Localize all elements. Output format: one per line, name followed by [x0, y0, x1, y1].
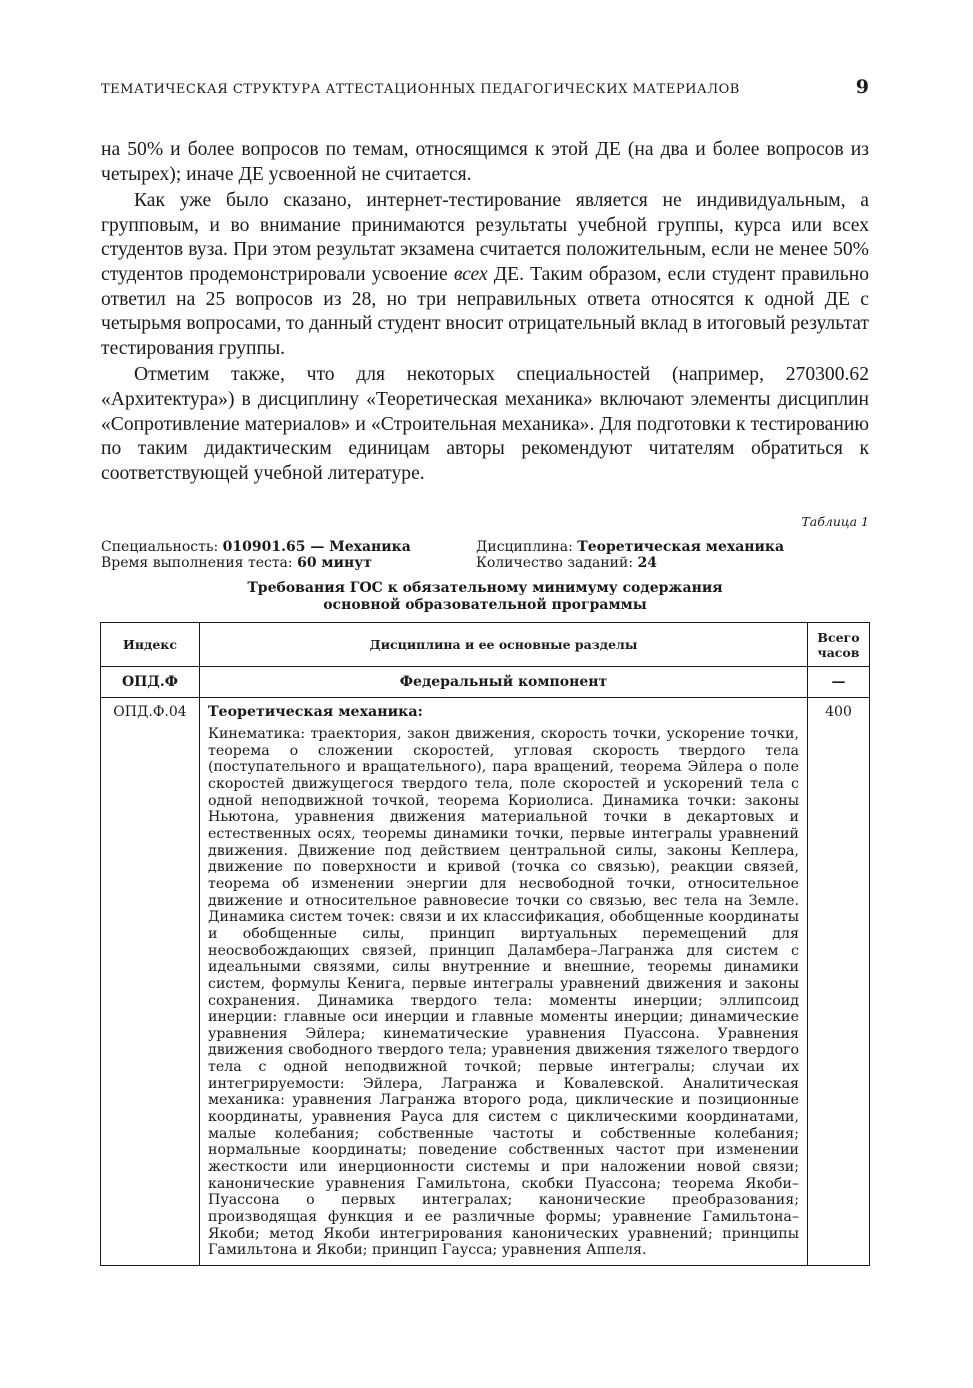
meta-right — [476, 540, 784, 571]
paragraph-1: на 50% и более вопросов по темам, относящимся к этой ДЕ (на два и более вопросов из четырех); иначе ДЕ усвоенной не считается. — [101, 139, 869, 185]
content-heading: Теоретическая механика: — [208, 704, 423, 720]
header-discipline: Дисциплина и ее основные разделы — [200, 623, 808, 667]
table-title — [101, 580, 869, 613]
meta-left — [101, 540, 411, 571]
running-head — [101, 76, 869, 100]
specialty-line — [101, 540, 411, 556]
table-caption: Таблица 1 — [801, 514, 869, 529]
federal-title: Федеральный компонент — [200, 667, 808, 698]
time-line — [101, 556, 411, 572]
header-hours-line-2: часов — [817, 644, 860, 660]
table-title-line-2: основной образовательной программы — [323, 596, 647, 613]
paragraph-3: Отметим также, что для некоторых специальностей (например, 270300.62 «Архитектура») в дисциплину «Теоретическая механика» включают элементы дисциплин «Сопротивление материалов» и «Строительная механика». Для подготовки к тестированию по таким дидактическим единицам авторы рекомендуют читателям обратиться к соответствующей учебной литературе. — [101, 364, 869, 484]
body-text — [101, 138, 869, 488]
requirements-table — [100, 622, 870, 1266]
specialty-value: 010901.65 — Механика — [222, 539, 411, 555]
paragraph-2 — [101, 189, 869, 361]
header-index: Индекс — [101, 623, 200, 667]
federal-index: ОПД.Ф — [101, 667, 200, 698]
header-hours — [808, 623, 870, 667]
tasks-label: Количество заданий: — [476, 554, 638, 571]
running-title: ТЕМАТИЧЕСКАЯ СТРУКТУРА АТТЕСТАЦИОННЫХ ПЕДАГОГИЧЕСКИХ МАТЕРИАЛОВ — [101, 82, 740, 97]
table-header-row — [101, 623, 870, 667]
paragraph-2-start: Как уже было сказано, интернет-тестирование является не индивидуальным, а групповым, и во внимание принимаются результаты учебной группы, курса или всех студентов вуза. При этом результат экзамена считается положительным, если не менее 50% студентов продемонстрировали усвоение — [101, 190, 869, 285]
tasks-value: 24 — [637, 554, 657, 571]
discipline-line — [476, 540, 784, 556]
paragraph-2-emphasis: всех — [453, 263, 488, 285]
table-title-line-1: Требования ГОС к обязательному минимуму содержания — [247, 580, 723, 596]
tasks-line — [476, 556, 784, 572]
content-text: Кинематика: траектория, закон движения, скорость точки, ускорение точки, теорема о сложении скоростей, угловая скорость твердого тела (поступательного и вращательного), пара вращений, теорема Эйлера о поле скоростей движущегося твердого тела, поле скоростей и ускорений тела с одной неподвижной точкой, теорема Кориолиса. Динамика точки: законы Ньютона, уравнения движения материальной точки в декартовых и естественных осях, теоремы динамики точки, первые интегралы уравнений движения. Движение под действием центральной силы, законы Кеплера, движение по поверхности и кривой (точка со связью), реакции связей, теорема об изменении энергии для несвободной точки, относительное движение и относительное равновесие точки со связью, вес тела на Земле. Динамика систем точек: связи и их классификация, обобщенные координаты и обобщенные силы, принцип виртуальных перемещений для неосвобождающих связей, принцип Даламбера–Лагранжа для систем с идеальными связями, силы внутренние и внешние, теоремы динамики систем, формулы Кенига, первые интегралы уравнений движения и законы сохранения. Динамика твердого тела: моменты инерции; эллипсоид инерции: главные оси инерции и главные моменты инерции; динамические уравнения Эйлера; кинематические уравнения Пуассона. Уравнения движения свободного твердого тела; уравнения движения тяжелого твердого тела с одной неподвижной точкой; первые интегралы; случаи их интегрируемости: Эйлера, Лагранжа и Ковалевской. Аналитическая механика: уравнения Лагранжа второго рода, циклические и позиционные координаты, уравнения Рауса для систем с циклическими координатами, малые колебания; собственные частоты и собственные колебания; нормальные координаты; поведение собственных частот при изменении жесткости или инерционности системы и при наложении новой связи; канонические уравнения Гамильтона, скобки Пуассона; теорема Якоби–Пуассона о первых интегралах; канонические преобразования; производящая функция и ее различные формы; уравнение Гамильтона–Якоби; метод Якоби интегрирования канонических уравнений; принципы Гамильтона и Якоби; принцип Гаусса; уравнения Аппеля. — [208, 726, 799, 1259]
time-value: 60 минут — [297, 554, 372, 571]
content-index: ОПД.Ф.04 — [101, 698, 200, 1266]
discipline-label: Дисциплина: — [476, 539, 578, 555]
page-number: 9 — [855, 76, 869, 98]
content-hours: 400 — [808, 698, 870, 1266]
content-cell — [200, 698, 808, 1266]
discipline-value: Теоретическая механика — [577, 539, 785, 555]
specialty-label: Специальность: — [101, 539, 223, 555]
federal-row — [101, 667, 870, 698]
content-row — [101, 698, 870, 1266]
header-hours-line-1: Всего — [817, 629, 860, 645]
time-label: Время выполнения теста: — [101, 554, 298, 571]
federal-hours: — — [808, 667, 870, 698]
paragraph-2-end: ДЕ. Таким образом, если студент правильно ответил на 25 вопросов из 28, но три неправильных ответа относятся к одной ДЕ с четырьмя вопросами, то данный студент вносит отрицательный вклад в итоговый результат тестирования группы. — [101, 263, 870, 359]
